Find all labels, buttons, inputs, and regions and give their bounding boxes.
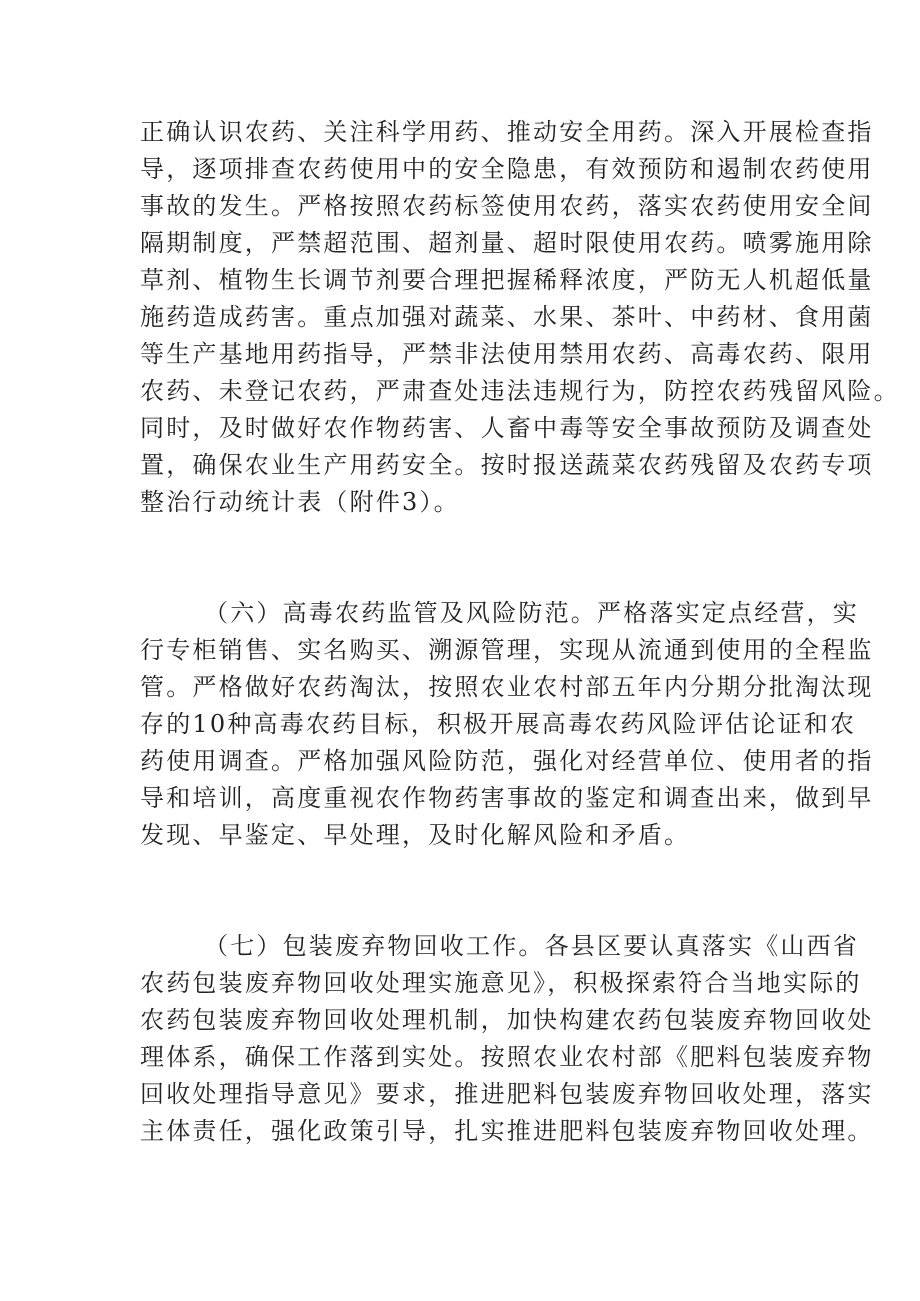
paragraph-high-toxicity-supervision bbox=[140, 595, 874, 854]
text-line: 管。严格做好农药淘汰，按照农业农村部五年内分期分批淘汰现 bbox=[140, 673, 874, 701]
text-line: 理体系，确保工作落到实处。按照农业农村部《肥料包装废弃物 bbox=[140, 1043, 874, 1071]
text-line: 存的10种高毒农药目标，积极开展高毒农药风险评估论证和农 bbox=[140, 710, 857, 738]
text-line: 置，确保农业生产用药安全。按时报送蔬菜农药残留及农药专项 bbox=[140, 451, 874, 479]
text-line: 回收处理指导意见》要求，推进肥料包装废弃物回收处理，落实 bbox=[140, 1080, 874, 1108]
text-line: 主体责任，强化政策引导，扎实推进肥料包装废弃物回收处理。 bbox=[140, 1117, 874, 1145]
paragraph-packaging-waste-recycling bbox=[140, 928, 874, 1150]
text-line: 草剂、植物生长调节剂要合理把握稀释浓度，严防无人机超低量 bbox=[140, 266, 874, 294]
text-line: 农药包装废弃物回收处理实施意见》，积极探索符合当地实际的 bbox=[140, 969, 862, 997]
text-line: 正确认识农药、关注科学用药、推动安全用药。深入开展检查指 bbox=[140, 118, 874, 146]
text-line: 农药、未登记农药，严肃查处违法违规行为，防控农药残留风险。 bbox=[140, 377, 900, 405]
text-line: 导和培训，高度重视农作物药害事故的鉴定和调查出来，做到早 bbox=[140, 784, 874, 812]
text-line: 同时，及时做好农作物药害、人畜中毒等安全事故预防及调查处 bbox=[140, 414, 874, 442]
text-line: 隔期制度，严禁超范围、超剂量、超时限使用农药。喷雾施用除 bbox=[140, 229, 874, 257]
text-line: 行专柜销售、实名购买、溯源管理，实现从流通到使用的全程监 bbox=[140, 636, 874, 664]
text-line: 发现、早鉴定、早处理，及时化解风险和矛盾。 bbox=[140, 821, 691, 849]
text-line-section-heading: （七）包装废弃物回收工作。各县区要认真落实《山西省 bbox=[204, 932, 859, 960]
paragraph-pesticide-safety bbox=[140, 114, 900, 521]
text-line: 药使用调查。严格加强风险防范，强化对经营单位、使用者的指 bbox=[140, 747, 874, 775]
text-line: 农药包装废弃物回收处理机制，加快构建农药包装废弃物回收处 bbox=[140, 1006, 874, 1034]
text-line: 整治行动统计表（附件3）。 bbox=[140, 488, 460, 516]
text-line: 事故的发生。严格按照农药标签使用农药，落实农药使用安全间 bbox=[140, 192, 874, 220]
text-line: 导，逐项排查农药使用中的安全隐患，有效预防和遏制农药使用 bbox=[140, 155, 874, 183]
text-line: 施药造成药害。重点加强对蔬菜、水果、茶叶、中药材、食用菌 bbox=[140, 303, 874, 331]
text-line: 等生产基地用药指导，严禁非法使用禁用农药、高毒农药、限用 bbox=[140, 340, 874, 368]
text-line-section-heading: （六）高毒农药监管及风险防范。严格落实定点经营，实 bbox=[204, 599, 859, 627]
